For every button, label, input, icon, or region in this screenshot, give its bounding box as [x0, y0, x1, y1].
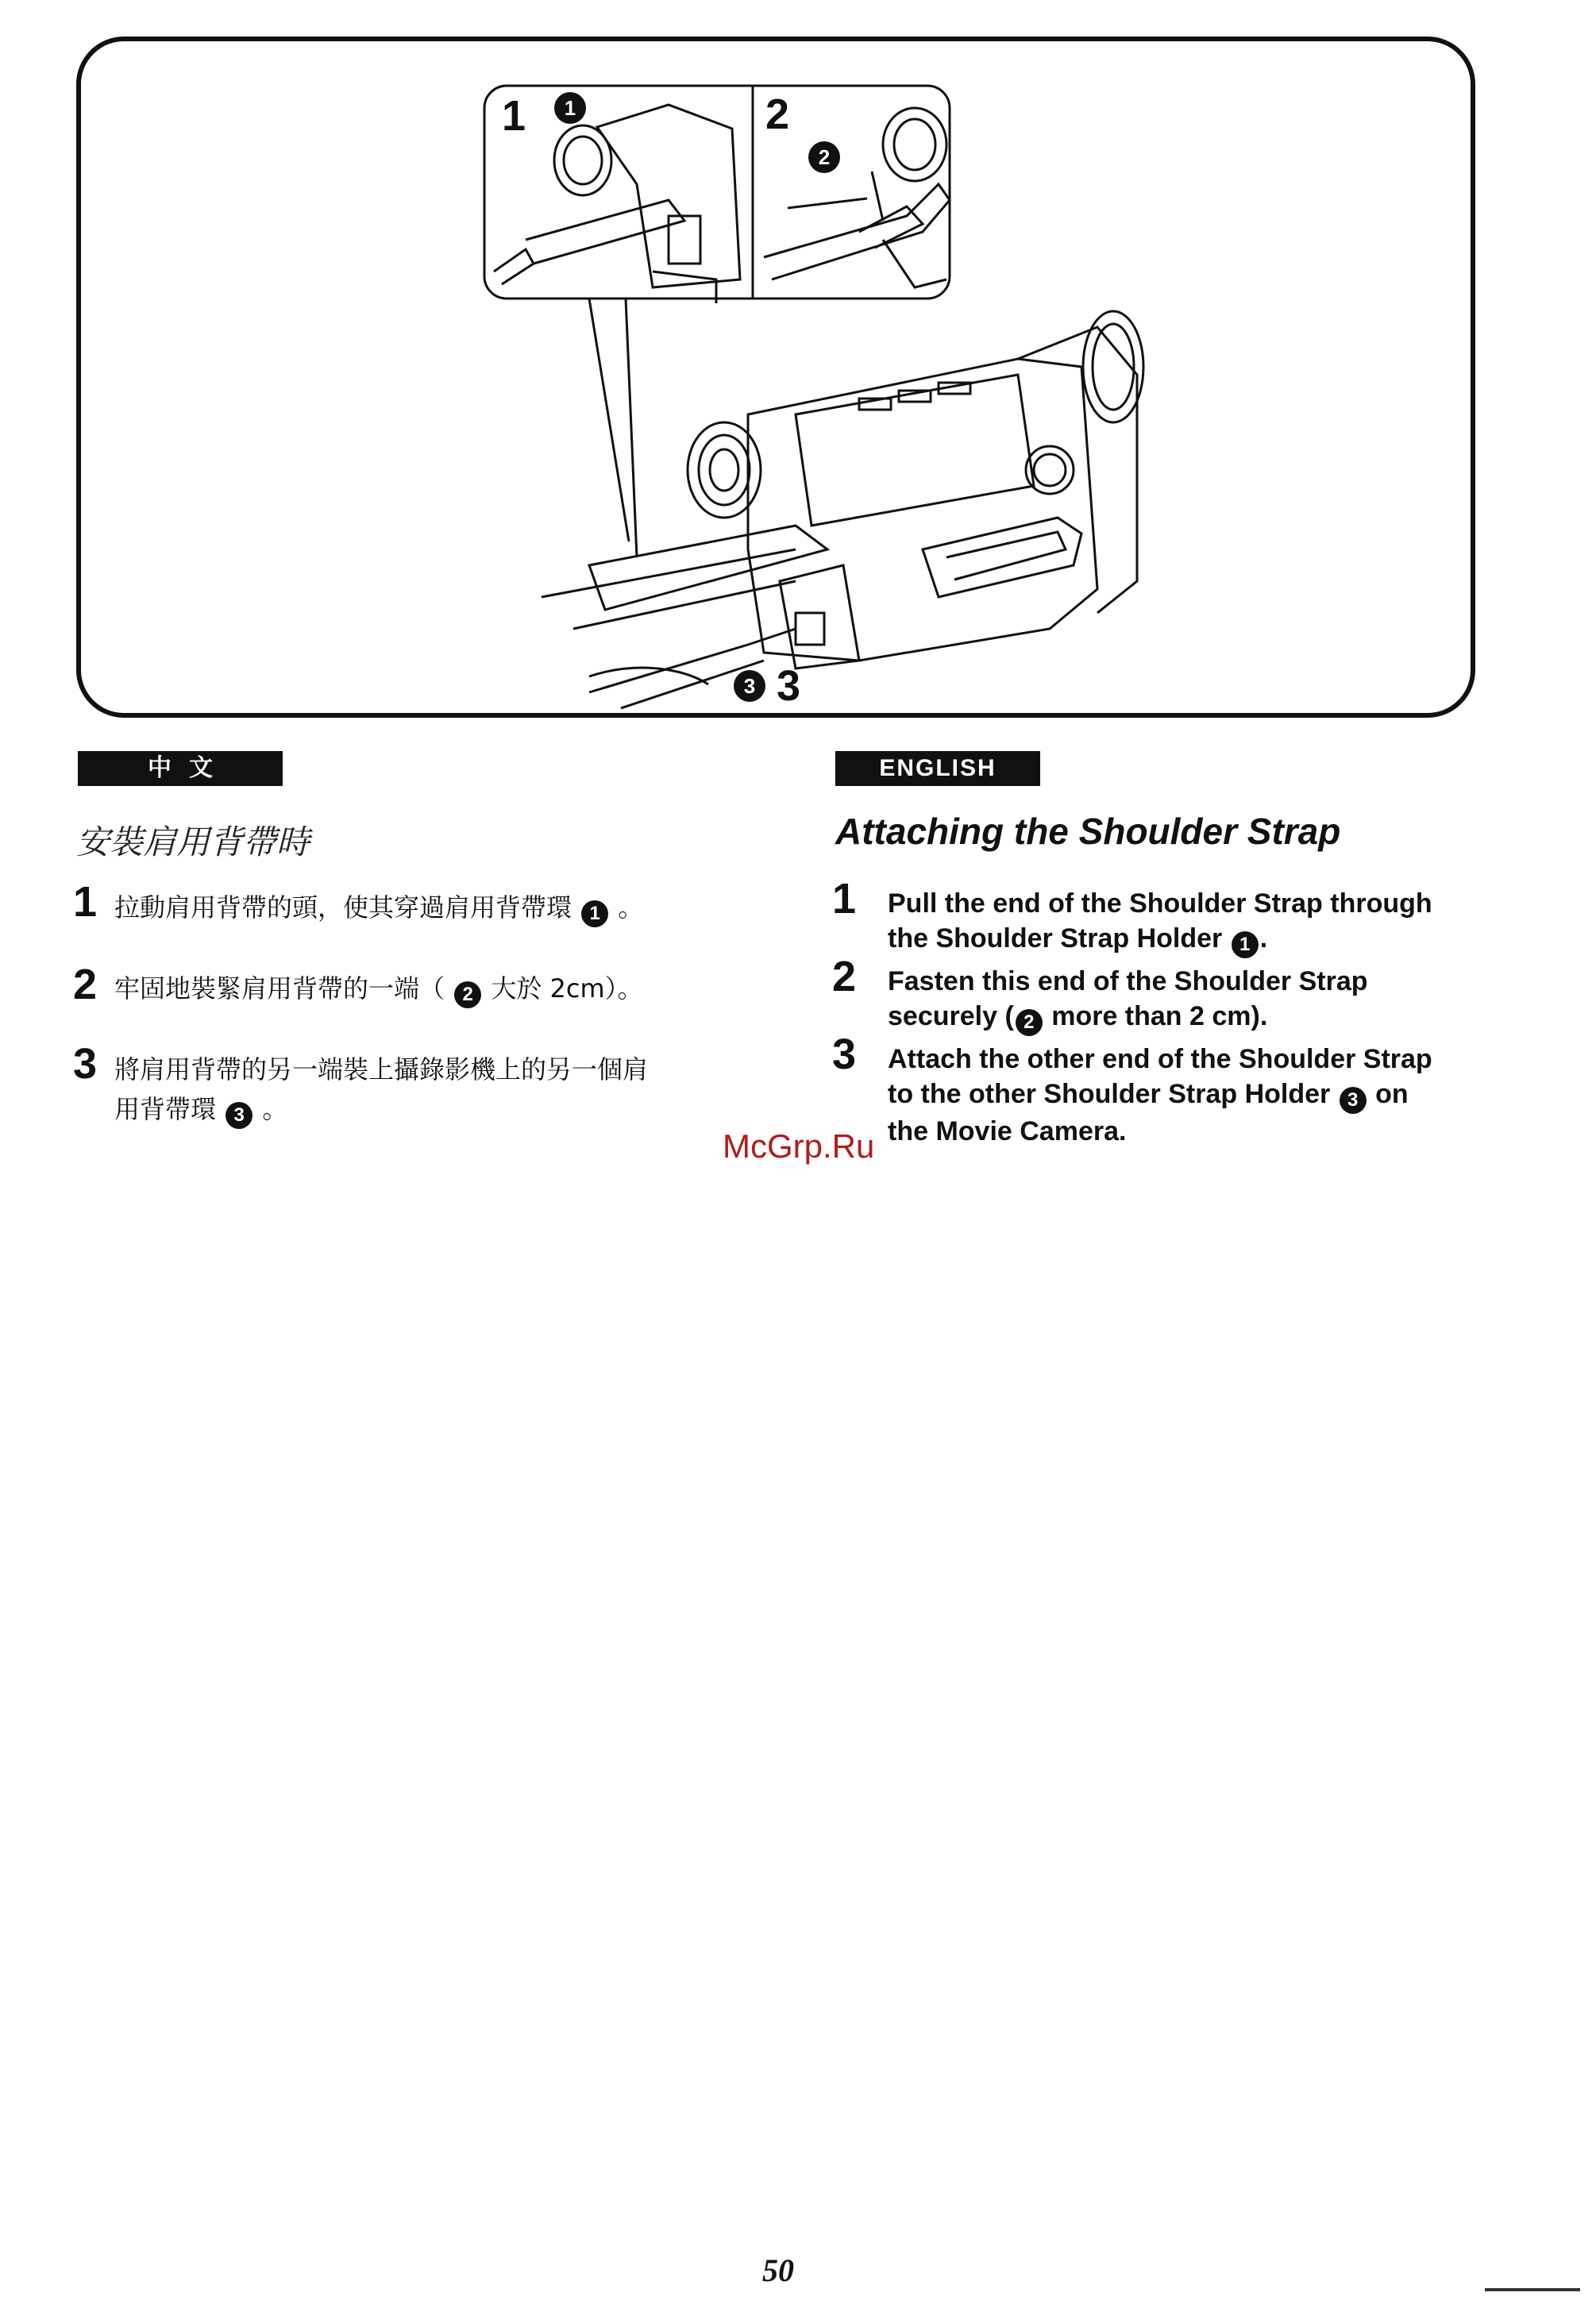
english-heading: Attaching the Shoulder Strap [835, 811, 1341, 852]
en-step-3-number: 3 [832, 1031, 857, 1078]
en-step-2-number: 2 [832, 953, 857, 1000]
en-step-1-suffix: . [1259, 923, 1268, 954]
zh-step-1-suffix: 。 [618, 892, 644, 923]
main-step-3-label: 3 [777, 662, 801, 710]
zh-step-3-line2: 用背帶環 [114, 1094, 217, 1124]
en-step-3-line3: the Movie Camera. [888, 1116, 1127, 1146]
en-step-3-line2: to the other Shoulder Strap Holder [888, 1079, 1331, 1109]
panel-2-label: 2 [765, 91, 790, 138]
panel-1-label: 1 [502, 92, 526, 140]
en-step-2-line2-wrap [888, 999, 1368, 1036]
en-step-3-line2-suffix: on [1367, 1079, 1409, 1109]
en-step-3-text [888, 1042, 1432, 1149]
chinese-section-bar: 中文 [78, 751, 283, 786]
zh-step-3-line1: 將肩用背帶的另一端裝上攝錄影機上的另一個肩 [114, 1054, 649, 1085]
illustration-frame [76, 37, 1475, 718]
en-step-3-line2-wrap [888, 1077, 1432, 1114]
marker-2-icon: 2 [454, 981, 481, 1008]
detail-panel-box [484, 86, 950, 299]
camera-strap-illustration [81, 41, 1480, 722]
marker-2-badge [808, 141, 840, 173]
zh-step-3-number: 3 [73, 1040, 98, 1088]
zh-step-1-number: 1 [73, 878, 98, 926]
zh-step-1-text [114, 888, 643, 927]
zh-step-2-text [114, 969, 643, 1008]
zh-step-3-text [114, 1050, 750, 1129]
watermark: McGrp.Ru [723, 1127, 875, 1165]
en-step-3-line1: Attach the other end of the Shoulder Strap [888, 1044, 1432, 1074]
page-number: 50 [762, 2252, 794, 2288]
zh-step-3-line2-wrap [114, 1089, 750, 1129]
en-step-2-line1: Fasten this end of the Shoulder Strap [888, 966, 1368, 996]
corner-rule [1485, 2288, 1580, 2291]
marker-3-badge [734, 670, 765, 702]
english-section-bar: ENGLISH [835, 751, 1040, 786]
zh-step-2-after: 大於 2cm）。 [491, 973, 643, 1004]
marker-2-icon: 2 [1016, 1009, 1043, 1036]
zh-step-2-before: 牢固地裝緊肩用背帶的一端（ [114, 973, 445, 1004]
zh-step-3-suffix: 。 [262, 1094, 288, 1124]
marker-1-badge [554, 92, 586, 124]
en-step-1-text [888, 886, 1432, 958]
en-step-1-line2: the Shoulder Strap Holder [888, 923, 1223, 954]
en-step-2-line2-after: more than 2 cm). [1043, 1001, 1268, 1031]
marker-1-icon: 1 [1232, 931, 1259, 958]
en-step-1-line1: Pull the end of the Shoulder Strap through [888, 888, 1432, 919]
en-step-1-line2-wrap [888, 921, 1432, 958]
zh-step-1-body: 拉動肩用背帶的頭，使其穿過肩用背帶環 [114, 892, 572, 923]
marker-3-icon: 3 [226, 1102, 253, 1129]
chinese-heading: 安裝肩用背帶時 [76, 823, 310, 861]
svg-text:2: 2 [818, 145, 831, 169]
svg-text:1: 1 [564, 96, 576, 120]
en-step-2-text [888, 964, 1368, 1036]
en-step-2-line2-before: securely ( [888, 1001, 1014, 1031]
zh-step-2-number: 2 [73, 961, 98, 1008]
marker-1-icon: 1 [581, 900, 608, 927]
marker-3-icon: 3 [1340, 1087, 1367, 1114]
en-step-1-number: 1 [832, 875, 857, 923]
svg-text:3: 3 [743, 674, 756, 698]
